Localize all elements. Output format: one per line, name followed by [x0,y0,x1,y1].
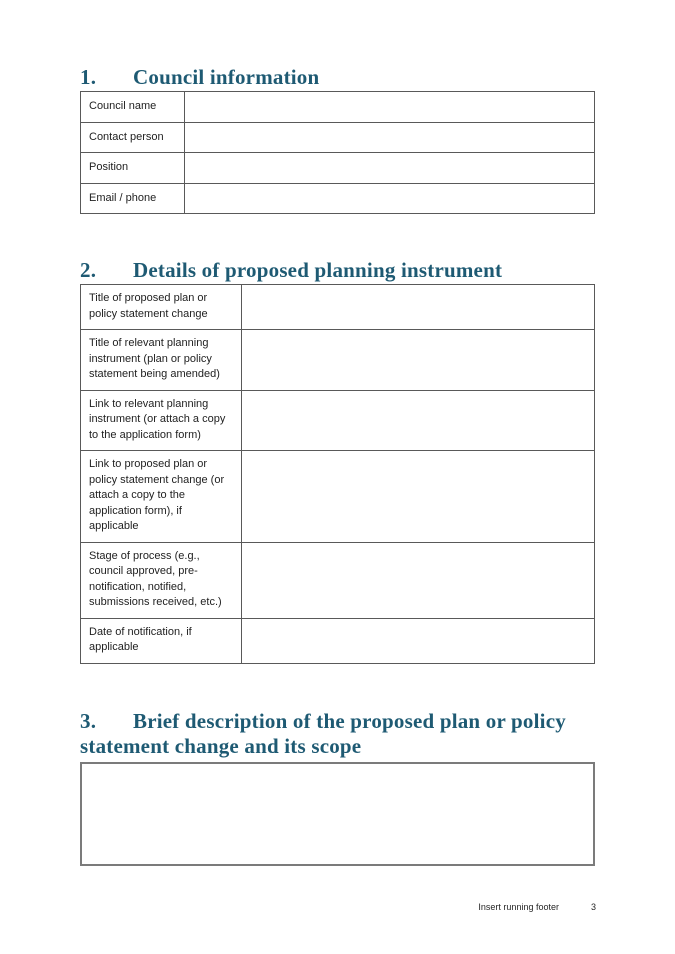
page-number: 3 [590,902,596,912]
row-label: Position [81,153,185,184]
section-3-title: Brief description of the proposed plan or policy statement change and its scope [80,708,566,758]
contact-person-input-cell[interactable] [185,122,595,153]
section-2-number: 2. [80,258,97,282]
table-row [81,153,595,184]
position-input-cell[interactable] [185,153,595,184]
table-row [81,92,595,123]
section-1-title: Council information [133,65,320,89]
row-label: Date of notification, if applicable [81,618,242,663]
proposed-plan-title-input-cell[interactable] [242,285,595,330]
table-row [81,542,595,618]
row-label: Link to relevant planning instrument (or attach a copy to the application form) [81,390,242,451]
table-row [81,330,595,391]
brief-description-input-box[interactable] [80,762,595,866]
section-3-heading [80,709,595,759]
council-information-table [80,91,595,214]
section-1-heading [80,65,595,90]
row-label: Email / phone [81,183,185,214]
proposed-change-link-input-cell[interactable] [242,451,595,543]
row-label: Link to proposed plan or policy statement change (or attach a copy to the application form), if applicable [81,451,242,543]
footer-placeholder-text: Insert running footer [478,902,559,912]
row-label: Title of proposed plan or policy statement change [81,285,242,330]
council-name-input-cell[interactable] [185,92,595,123]
section-2-heading [80,258,595,283]
table-row [81,618,595,663]
row-label: Contact person [81,122,185,153]
notification-date-input-cell[interactable] [242,618,595,663]
footer [478,902,596,913]
section-1-number: 1. [80,65,97,89]
relevant-instrument-link-input-cell[interactable] [242,390,595,451]
table-row [81,285,595,330]
row-label: Title of relevant planning instrument (plan or policy statement being amended) [81,330,242,391]
relevant-instrument-title-input-cell[interactable] [242,330,595,391]
table-row [81,390,595,451]
table-row [81,451,595,543]
planning-instrument-details-table [80,284,595,664]
row-label: Stage of process (e.g., council approved, pre-notification, notified, submissions received, etc.) [81,542,242,618]
section-2-title: Details of proposed planning instrument [133,258,503,282]
stage-of-process-input-cell[interactable] [242,542,595,618]
table-row [81,183,595,214]
table-row [81,122,595,153]
section-3-number: 3. [80,708,97,733]
row-label: Council name [81,92,185,123]
email-phone-input-cell[interactable] [185,183,595,214]
